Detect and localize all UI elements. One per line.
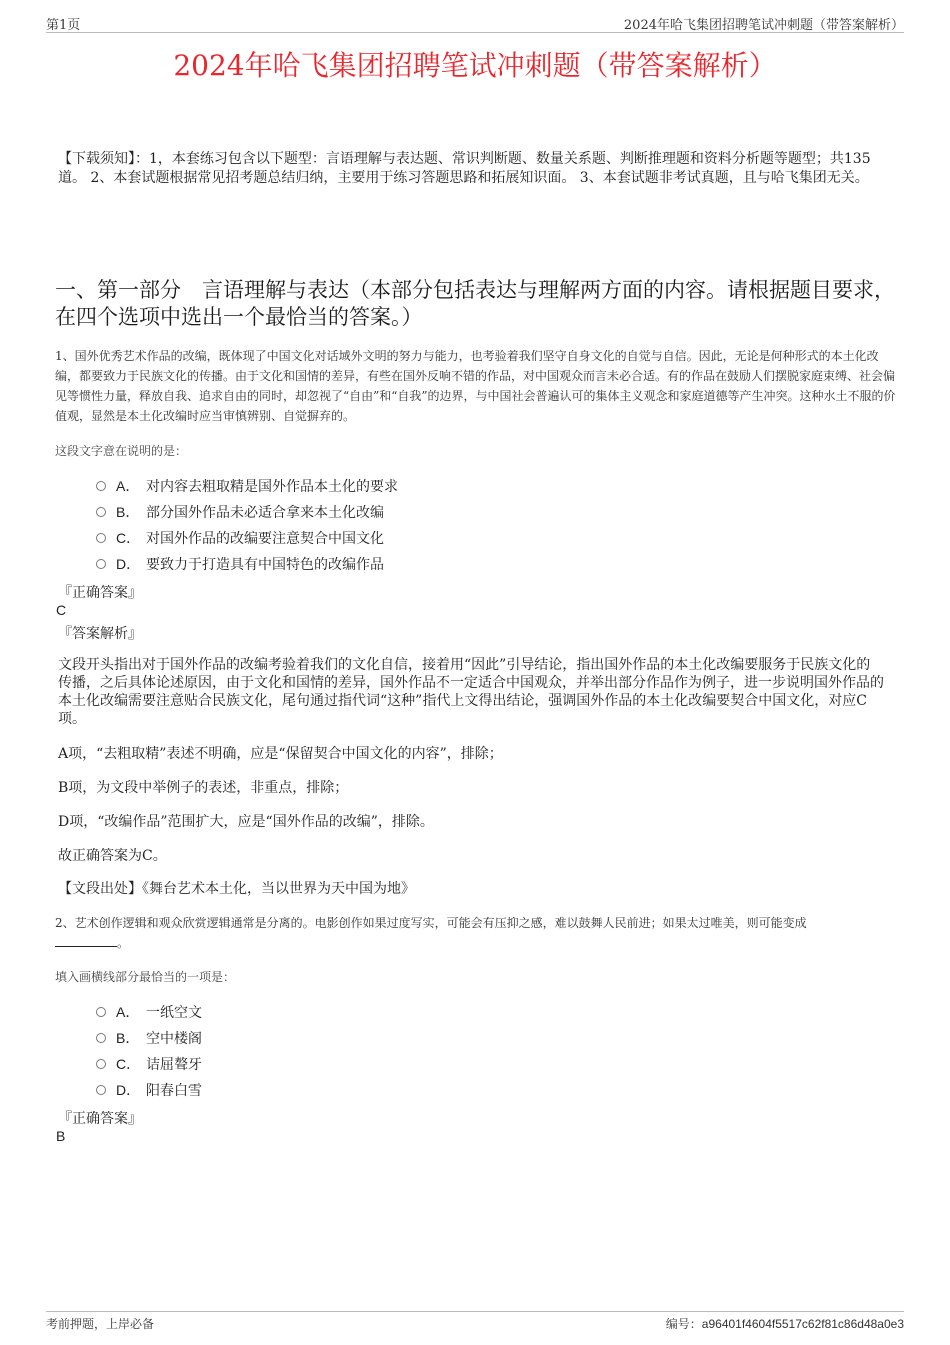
page-footer <box>46 1311 904 1334</box>
correct-answer-label: 『正确答案』 <box>58 585 142 601</box>
question-2-text: 2、艺术创作逻辑和观众欣赏逻辑通常是分离的。电影创作如果过度写实，可能会有压抑之感，难以鼓舞人民前进；如果太过唯美，则可能变成 。 <box>55 916 807 950</box>
question-2-option-a[interactable]: A． 一纸空文 <box>96 1002 202 1022</box>
page-header <box>46 14 904 33</box>
header-doc-title: 2024年哈飞集团招聘笔试冲刺题（带答案解析） <box>623 18 904 33</box>
radio-icon[interactable] <box>96 533 106 543</box>
question-2-option-d[interactable]: D． 阳春白雪 <box>96 1080 202 1100</box>
question-1-option-a[interactable]: A． 对内容去粗取精是国外作品本土化的要求 <box>96 476 398 496</box>
document-title: 2024年哈飞集团招聘笔试冲刺题（带答案解析） <box>173 49 777 82</box>
footer-code: 编号：a96401f4604f5517c62f81c86d48a0e3 <box>665 1317 904 1331</box>
question-1-analysis-b: B项，为文段中举例子的表述，非重点，排除； <box>58 780 349 796</box>
page-number: 第1页 <box>46 18 81 33</box>
analysis-label: 『答案解析』 <box>58 626 142 642</box>
download-notice: 【下载须知】：1，本套练习包含以下题型：言语理解与表达题、常识判断题、数量关系题、判断推理题和资料分析题等题型；共135道。 2、本套试题根据常见招考题总结归纳，主要用于练习答题思路和拓展知识面。 3、本套试题非考试真题，且与哈飞集团无关。 <box>58 151 871 186</box>
question-2-option-c[interactable]: C． 诘屈聱牙 <box>96 1054 202 1074</box>
radio-icon[interactable] <box>96 559 106 569</box>
question-1-option-c[interactable]: C． 对国外作品的改编要注意契合中国文化 <box>96 528 384 548</box>
radio-icon[interactable] <box>96 1085 106 1095</box>
radio-icon[interactable] <box>96 507 106 517</box>
fill-blank-line <box>55 936 117 947</box>
question-1-prompt: 这段文字意在说明的是： <box>55 444 188 458</box>
radio-icon[interactable] <box>96 481 106 491</box>
question-2-option-b[interactable]: B． 空中楼阁 <box>96 1028 202 1048</box>
question-1-answer: C <box>56 602 67 618</box>
question-1-source: 【文段出处】《舞台艺术本土化，当以世界为天中国为地》 <box>58 881 415 897</box>
question-1-text: 1、国外优秀艺术作品的改编，既体现了中国文化对话域外文明的努力与能力，也考验着我们坚守自身文化的自觉与自信。因此，无论是何种形式的本土化改编，都要致力于民族文化的传播。由于文化和国情的差异，有些在国外反响不错的作品，对中国观众而言未必合适。有的作品在鼓励人们摆脱家庭束缚、社会偏见等惯性力量，释放自我、追求自由的同时，却忽视了“自由”和“自我”的边界，与中国社会普遍认可的集体主义观念和家庭道德等产生冲突。这种水土不服的价值观，显然是本土化改编时应当审慎辨别、自觉摒弃的。 <box>55 349 896 423</box>
section-heading: 一、第一部分 言语理解与表达（本部分包括表达与理解两方面的内容。请根据题目要求，在四个选项中选出一个最恰当的答案。） <box>55 278 895 329</box>
footer-slogan: 考前押题，上岸必备 <box>46 1317 155 1331</box>
question-2-prompt: 填入画横线部分最恰当的一项是： <box>55 970 236 984</box>
question-1-analysis-a: A项，“去粗取精”表述不明确，应是“保留契合中国文化的内容”，排除； <box>58 746 503 762</box>
radio-icon[interactable] <box>96 1033 106 1043</box>
question-1-option-b[interactable]: B． 部分国外作品未必适合拿来本土化改编 <box>96 502 384 522</box>
question-1-analysis: 文段开头指出对于国外作品的改编考验着我们的文化自信，接着用“因此”引导结论，指出国外作品的本土化改编要服务于民族文化的传播，之后具体论述原因，由于文化和国情的差异，国外作品不一定适合中国观众，并举出部分作品作为例子，进一步说明国外作品的本土化改编需要注意贴合民族文化，尾句通过指代词“这种”指代上文得出结论，强调国外作品的本土化改编要契合中国文化，对应C项。 <box>58 657 884 727</box>
question-1-option-d[interactable]: D． 要致力于打造具有中国特色的改编作品 <box>96 554 384 574</box>
question-2-answer: B <box>56 1128 66 1144</box>
question-1-conclusion: 故正确答案为C。 <box>58 848 167 864</box>
radio-icon[interactable] <box>96 1059 106 1069</box>
correct-answer-label-2: 『正确答案』 <box>58 1111 142 1127</box>
radio-icon[interactable] <box>96 1007 106 1017</box>
question-1-analysis-d: D项，“改编作品”范围扩大，应是“国外作品的改编”，排除。 <box>58 814 434 830</box>
